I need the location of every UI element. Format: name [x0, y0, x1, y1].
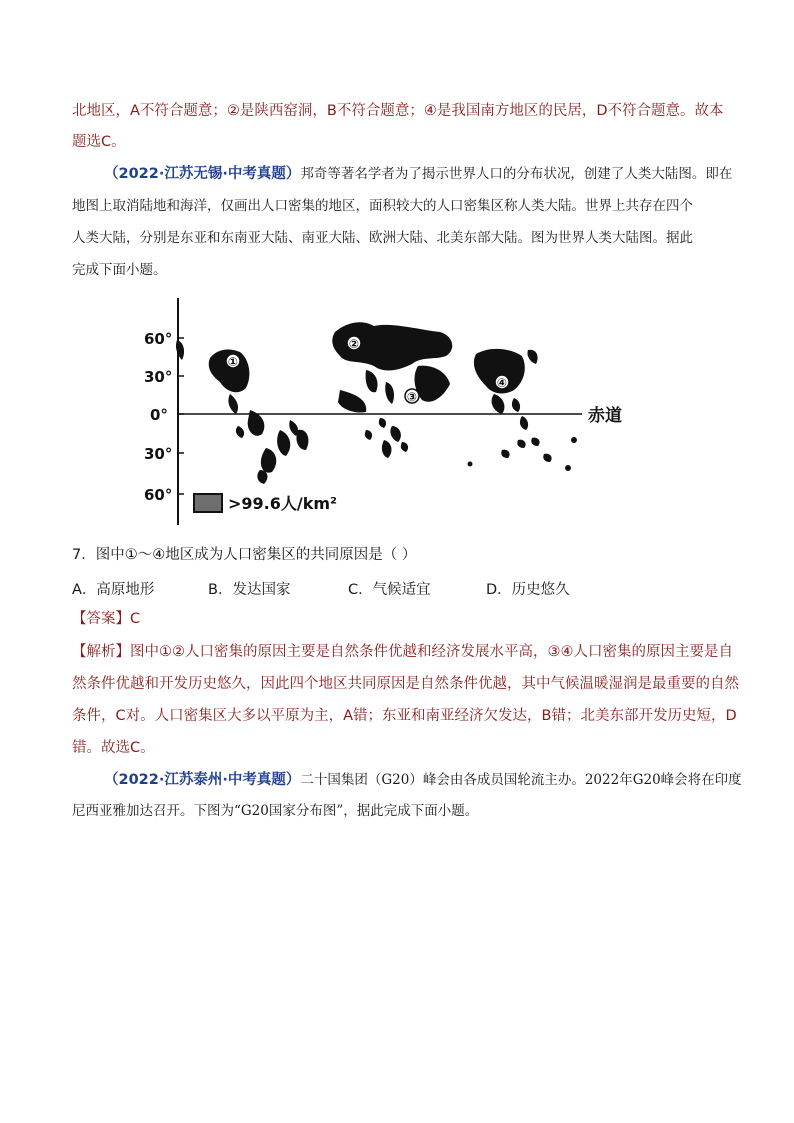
- answer-value: C: [130, 611, 141, 627]
- question-stem: 7．图中①～④地区成为人口密集区的共同原因是（ ）: [72, 547, 417, 563]
- analysis-line-1: [72, 642, 733, 662]
- analysis-line-3: 条件，C对。人口密集区大多以平原为主，A错；东亚和南亚经济欠发达，B错；北美东部开发历史短，D: [72, 708, 737, 724]
- prev-analysis-line-2: 题选C。: [72, 134, 126, 150]
- region-marker-2: ②: [348, 337, 360, 351]
- option-c: C．气候适宜: [348, 582, 431, 598]
- lat-label-30n: 30°: [144, 368, 173, 386]
- lat-label-60s: 60°: [144, 486, 173, 504]
- lat-label-30s: 30°: [144, 445, 173, 463]
- prev-analysis-line-1: 北地区，A不符合题意；②是陕西窑洞，B不符合题意；④是我国南方地区的民居，D不符合题意。故本: [72, 103, 724, 119]
- option-b: B．发达国家: [208, 582, 291, 598]
- passage-2-source: （2022·江苏泰州·中考真题）: [104, 772, 301, 788]
- passage-1-line-4: 完成下面小题。: [72, 262, 167, 278]
- analysis-text-1: 图中①②人口密集的原因主要是自然条件优越和经济发展水平高，③④人口密集的原因主要是自: [130, 644, 733, 660]
- passage-2-text: 二十国集团（G20）峰会由各成员国轮流主办。2022年G20峰会将在印度: [300, 772, 742, 788]
- analysis-line-4: 错。故选C。: [72, 740, 155, 756]
- passage-2-line-2: 尼西亚雅加达召开。下图为“G20国家分布图”，据此完成下面小题。: [72, 803, 479, 819]
- analysis-label: 【解析】: [72, 644, 130, 660]
- region-marker-1: ①: [227, 355, 239, 369]
- passage-1-source: （2022·江苏无锡·中考真题）: [104, 166, 301, 182]
- passage-1-line-3: 人类大陆，分别是东亚和东南亚大陆、南亚大陆、欧洲大陆、北美东部大陆。图为世界人类大陆图。据此: [72, 230, 693, 246]
- region-marker-4: ④: [496, 376, 508, 390]
- analysis-line-2: 然条件优越和开发历史悠久，因此四个地区共同原因是自然条件优越，其中气候温暖湿润是最重要的自然: [72, 676, 739, 692]
- map-legend: [194, 494, 337, 513]
- legend-label: >99.6人/km²: [228, 494, 338, 513]
- passage-1-line-2: 地图上取消陆地和海洋，仅画出人口密集的地区，面积较大的人口密集区称人类大陆。世界上共存在四个: [72, 198, 693, 214]
- passage-1-line-1: [104, 164, 732, 184]
- passage-2-line-1: [104, 770, 742, 790]
- east-asia-blobs: [468, 349, 578, 471]
- passage-1-text: 邦奇等著名学者为了揭示世界人口的分布状况，创建了人类大陆图。即在: [300, 166, 733, 182]
- human-continents-map: [130, 290, 630, 535]
- equator-label: 赤道: [588, 406, 622, 426]
- americas-blobs: [176, 340, 308, 484]
- option-d: D．历史悠久: [486, 582, 570, 598]
- answer-line: [72, 609, 140, 629]
- south-asia-blobs: [415, 366, 450, 402]
- answer-label: 【答案】: [72, 611, 130, 627]
- lat-label-0: 0°: [150, 406, 168, 424]
- option-a: A．高原地形: [72, 582, 155, 598]
- lat-label-60n: 60°: [144, 330, 173, 348]
- region-marker-3: ③: [406, 390, 418, 404]
